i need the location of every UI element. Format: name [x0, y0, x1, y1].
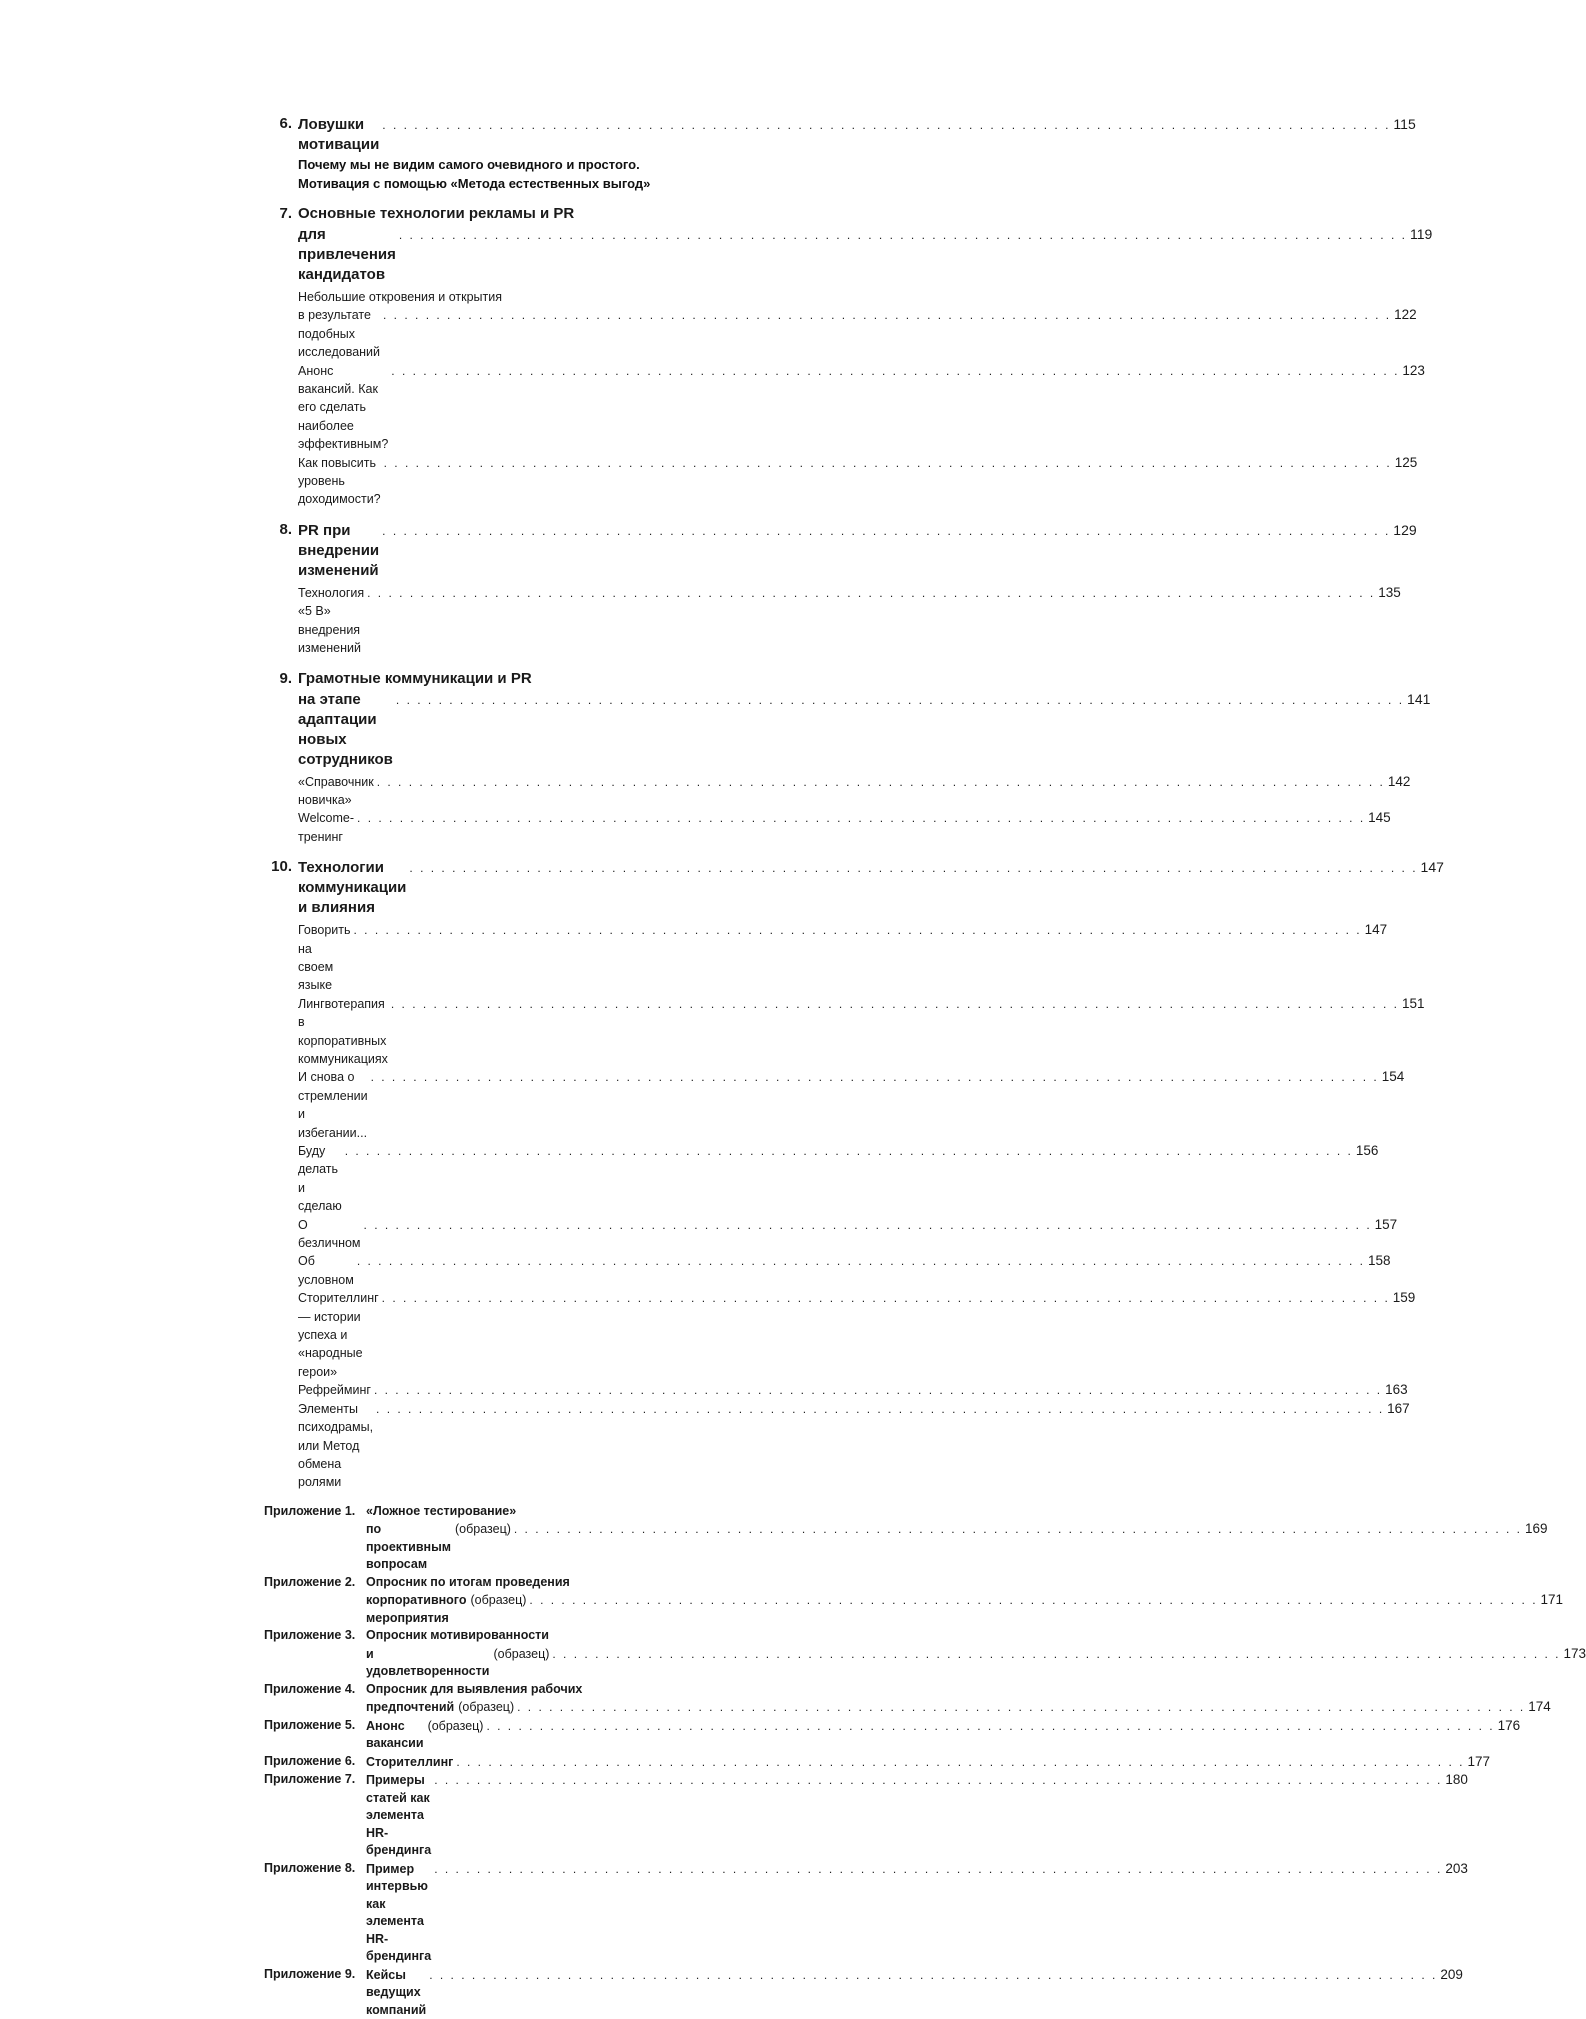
section-line — [298, 1289, 1416, 1381]
chapter-number: 7. — [279, 205, 292, 222]
page-number: 176 — [1497, 1717, 1521, 1733]
appendix-line — [366, 1574, 1563, 1592]
chapter-title: Основные технологии рекламы и PR — [298, 205, 575, 222]
chapter-title-line — [298, 857, 1444, 918]
page-number: 123 — [1402, 362, 1425, 378]
section-title: И снова о стремлении и избегании... — [298, 1070, 368, 1140]
appendix-suffix: (образец) — [493, 1646, 550, 1661]
dot-leader — [354, 921, 1362, 939]
section-entry[interactable] — [298, 1252, 1391, 1289]
appendix-title: корпоративного мероприятия — [366, 1593, 467, 1625]
section-list — [264, 584, 1401, 658]
section-title: Анонс вакансий. Как его сделать наиболее эффективным? — [298, 363, 389, 452]
section-title: Сторителлинг — истории успеха и «народные герои» — [298, 1291, 379, 1379]
dot-leader — [391, 362, 1399, 380]
appendix-title: Опросник для выявления рабочих — [366, 1681, 583, 1696]
dot-leader — [383, 306, 1391, 324]
page-number: 142 — [1387, 773, 1411, 789]
section-line — [298, 288, 734, 306]
page-number: 115 — [1393, 116, 1416, 132]
page-number: 173 — [1563, 1645, 1586, 1661]
section-title: Как повысить уровень доходимости? — [298, 455, 381, 507]
dot-leader — [434, 1861, 1442, 1879]
appendix-label: Приложение 7. — [264, 1772, 356, 1787]
section-entry[interactable] — [298, 809, 1391, 846]
page-number: 125 — [1394, 454, 1418, 470]
section-title: Об условном — [298, 1254, 354, 1287]
section-line — [298, 1400, 1410, 1492]
chapter-heading[interactable] — [264, 669, 1431, 770]
section-line — [298, 1381, 1408, 1399]
appendix-body — [366, 1681, 1551, 1717]
appendix-line — [366, 1503, 1548, 1521]
page-number: 147 — [1420, 859, 1444, 876]
chapter-heading[interactable] — [264, 114, 1416, 155]
section-entry[interactable] — [298, 1289, 1416, 1381]
appendix-suffix: (образец) — [470, 1593, 527, 1608]
appendix-title: Опросник мотивированности — [366, 1628, 549, 1643]
appendix-title: Кейсы ведущих компаний — [366, 1967, 427, 2017]
page-number: 169 — [1525, 1521, 1548, 1537]
appendix-line — [366, 1520, 1548, 1574]
section-line — [298, 584, 1401, 658]
page-number: 147 — [1364, 922, 1388, 938]
section-line — [298, 1142, 1379, 1216]
section-entry[interactable] — [298, 362, 1425, 454]
appendix-line — [366, 1645, 1586, 1681]
chapter-title: Ловушки мотивации — [298, 116, 380, 153]
section-entry[interactable] — [298, 995, 1425, 1069]
appendix-entry[interactable] — [264, 1503, 1548, 1574]
dot-leader — [357, 1252, 1365, 1270]
dot-leader — [377, 773, 1385, 791]
section-entry[interactable] — [298, 1068, 1405, 1142]
page-number: 209 — [1440, 1966, 1463, 1982]
page-number: 180 — [1445, 1772, 1468, 1788]
dot-leader — [529, 1592, 1537, 1610]
appendix-suffix: (образец) — [458, 1700, 515, 1715]
toc-chapter — [264, 669, 1431, 847]
section-entry[interactable] — [298, 1216, 1398, 1253]
page-number: 151 — [1402, 995, 1425, 1011]
chapter-number: 8. — [279, 520, 292, 538]
section-title: Элементы психодрамы, или Метод обмена ролями — [298, 1401, 374, 1490]
section-line — [298, 454, 1418, 509]
appendix-label: Приложение 6. — [264, 1753, 356, 1768]
toc-chapter — [264, 520, 1417, 658]
section-title: в результате подобных исследований — [298, 308, 381, 360]
section-entry[interactable] — [298, 1381, 1408, 1399]
chapter-title-line — [298, 114, 1416, 155]
dot-leader — [364, 1216, 1372, 1234]
toc-chapter — [264, 857, 1444, 1492]
table-of-contents — [264, 114, 1586, 2019]
chapter-heading[interactable] — [264, 520, 1417, 581]
dot-leader — [434, 1772, 1442, 1790]
page-number: 163 — [1385, 1382, 1408, 1398]
dot-leader — [409, 858, 1417, 878]
appendix-body — [366, 1503, 1548, 1574]
description-line: Почему мы не видим самого очевидного и простого. — [298, 157, 640, 172]
chapter-number: 6. — [279, 115, 292, 132]
section-line — [298, 995, 1425, 1069]
appendix-entry[interactable] — [264, 1717, 1521, 1753]
appendix-body — [366, 1771, 1468, 1860]
dot-leader — [374, 1381, 1382, 1399]
appendix-label: Приложение 5. — [264, 1717, 356, 1732]
section-title: Буду делать и сделаю — [298, 1144, 342, 1214]
appendix-title: Примеры статей как элемента HR-брендинга — [366, 1773, 432, 1858]
appendix-entry[interactable] — [264, 1860, 1468, 1966]
chapter-description — [264, 155, 734, 193]
section-entry[interactable] — [298, 1400, 1410, 1492]
appendix-line — [366, 1966, 1463, 2019]
dot-leader — [367, 584, 1375, 602]
page-number: 129 — [1393, 521, 1417, 538]
appendix-line — [366, 1717, 1520, 1753]
dot-leader — [396, 690, 1404, 710]
description-line: Мотивация с помощью «Метода естественных выгод» — [298, 176, 651, 191]
section-list — [264, 773, 1411, 847]
toc-chapter — [264, 204, 1433, 509]
section-line — [298, 1252, 1391, 1289]
chapter-title-line — [298, 224, 1433, 285]
dot-leader — [456, 1754, 1464, 1772]
page-number: 177 — [1467, 1753, 1490, 1769]
appendix-body — [366, 1860, 1468, 1966]
appendix-title: Анонс вакансии — [366, 1718, 424, 1751]
page-number: 154 — [1381, 1069, 1405, 1085]
section-list — [264, 921, 1425, 1492]
page-number: 157 — [1374, 1216, 1398, 1232]
appendix-body — [366, 1966, 1463, 2019]
appendix-title: «Ложное тестирование» — [366, 1503, 517, 1518]
section-title: Welcome-тренинг — [298, 811, 355, 844]
section-entry[interactable] — [298, 773, 1411, 810]
section-title: Рефрейминг — [298, 1383, 371, 1398]
chapter-title: на этапе адаптации новых сотрудников — [298, 690, 393, 768]
appendix-title: по проективным вопросам — [366, 1522, 451, 1572]
appendix-body — [366, 1753, 1490, 1772]
chapter-title: для привлечения кандидатов — [298, 226, 396, 283]
chapter-number: 9. — [279, 669, 292, 687]
dot-leader — [391, 995, 1399, 1013]
appendix-label: Приложение 1. — [264, 1503, 356, 1518]
page-number: 145 — [1368, 810, 1391, 826]
appendix-label: Приложение 4. — [264, 1681, 356, 1696]
appendix-body — [366, 1574, 1563, 1628]
chapter-title-line — [298, 204, 734, 224]
dot-leader — [382, 1289, 1390, 1307]
section-line — [298, 921, 1388, 995]
dot-leader — [384, 454, 1392, 472]
appendix-entry[interactable] — [264, 1966, 1463, 2019]
section-title: Технология «5 В» внедрения изменений — [298, 585, 365, 656]
dot-leader — [382, 521, 1390, 541]
section-title: О безличном — [298, 1217, 361, 1251]
appendix-title: Пример интервью как элемента HR-брендинга — [366, 1861, 432, 1964]
appendix-line — [366, 1627, 1586, 1645]
chapter-title-line — [298, 520, 1417, 581]
appendix-title: Сторителлинг — [366, 1754, 454, 1769]
chapter-title-line — [298, 689, 1431, 770]
section-entry[interactable] — [298, 584, 1401, 658]
appendix-label: Приложение 9. — [264, 1966, 356, 1981]
section-title: «Справочник новичка» — [298, 774, 374, 807]
section-entry[interactable] — [298, 1142, 1379, 1216]
dot-leader — [376, 1400, 1384, 1418]
page-number: 141 — [1407, 690, 1431, 707]
dot-leader — [552, 1646, 1560, 1664]
section-title: Лингвотерапия в корпоративных коммуникациях — [298, 996, 388, 1066]
section-title: Небольшие откровения и открытия — [298, 290, 503, 304]
toc-chapter — [264, 114, 1416, 193]
appendix-title: Опросник по итогам проведения — [366, 1574, 570, 1589]
page-number: 159 — [1392, 1290, 1416, 1306]
appendix-line — [366, 1698, 1551, 1717]
page-number: 156 — [1355, 1143, 1379, 1158]
appendix-list — [264, 1503, 1586, 2019]
appendix-label: Приложение 2. — [264, 1574, 356, 1589]
appendix-line — [366, 1771, 1468, 1860]
appendix-line — [366, 1753, 1490, 1772]
dot-leader — [345, 1142, 1353, 1160]
appendix-entry[interactable] — [264, 1574, 1564, 1628]
section-entry[interactable] — [298, 288, 1417, 362]
section-line — [298, 809, 1391, 846]
appendix-body — [366, 1717, 1520, 1753]
dot-leader — [382, 115, 1390, 135]
appendix-body — [366, 1627, 1586, 1681]
chapter-title: PR при внедрении изменений — [298, 521, 380, 579]
page-number: 119 — [1409, 226, 1433, 242]
dot-leader — [517, 1699, 1525, 1717]
appendix-entry[interactable] — [264, 1627, 1586, 1681]
page-number: 203 — [1445, 1860, 1468, 1876]
dot-leader — [399, 225, 1407, 245]
section-title: Говорить на своем языке — [298, 923, 351, 993]
dot-leader — [486, 1718, 1494, 1736]
page-number: 122 — [1394, 307, 1417, 323]
section-line — [298, 362, 1425, 454]
dot-leader — [371, 1068, 1379, 1086]
chapter-title: Технологии коммуникации и влияния — [298, 859, 407, 917]
appendix-entry[interactable] — [264, 1771, 1468, 1860]
chapter-title-line — [298, 669, 734, 689]
section-entry[interactable] — [298, 454, 1418, 509]
appendix-entry[interactable] — [264, 1753, 1490, 1772]
page-number: 135 — [1378, 584, 1401, 600]
appendix-line — [366, 1860, 1468, 1966]
appendix-line — [366, 1681, 1551, 1699]
dot-leader — [357, 809, 1365, 827]
chapter-heading[interactable] — [264, 857, 1444, 918]
chapter-title: Грамотные коммуникации и PR — [298, 669, 532, 687]
appendix-label: Приложение 8. — [264, 1860, 356, 1875]
section-line — [298, 306, 1417, 361]
dot-leader — [514, 1521, 1522, 1539]
chapter-number: 10. — [271, 858, 292, 876]
appendix-title: предпочтений — [366, 1700, 455, 1715]
page-number: 171 — [1540, 1592, 1564, 1608]
appendix-suffix: (образец) — [427, 1718, 484, 1733]
appendix-suffix: (образец) — [454, 1522, 511, 1537]
appendix-entry[interactable] — [264, 1681, 1551, 1717]
page-number: 158 — [1367, 1253, 1391, 1269]
page-number: 174 — [1528, 1699, 1551, 1715]
section-line — [298, 1068, 1405, 1142]
section-line — [298, 1216, 1398, 1253]
appendix-label: Приложение 3. — [264, 1628, 356, 1643]
appendix-line — [366, 1591, 1563, 1627]
chapter-heading[interactable] — [264, 204, 1433, 285]
page-number: 167 — [1387, 1400, 1410, 1416]
section-line — [298, 773, 1411, 810]
section-entry[interactable] — [298, 921, 1388, 995]
dot-leader — [429, 1967, 1437, 1985]
appendix-title: и удовлетворенности — [366, 1646, 490, 1679]
section-list — [264, 288, 1425, 509]
